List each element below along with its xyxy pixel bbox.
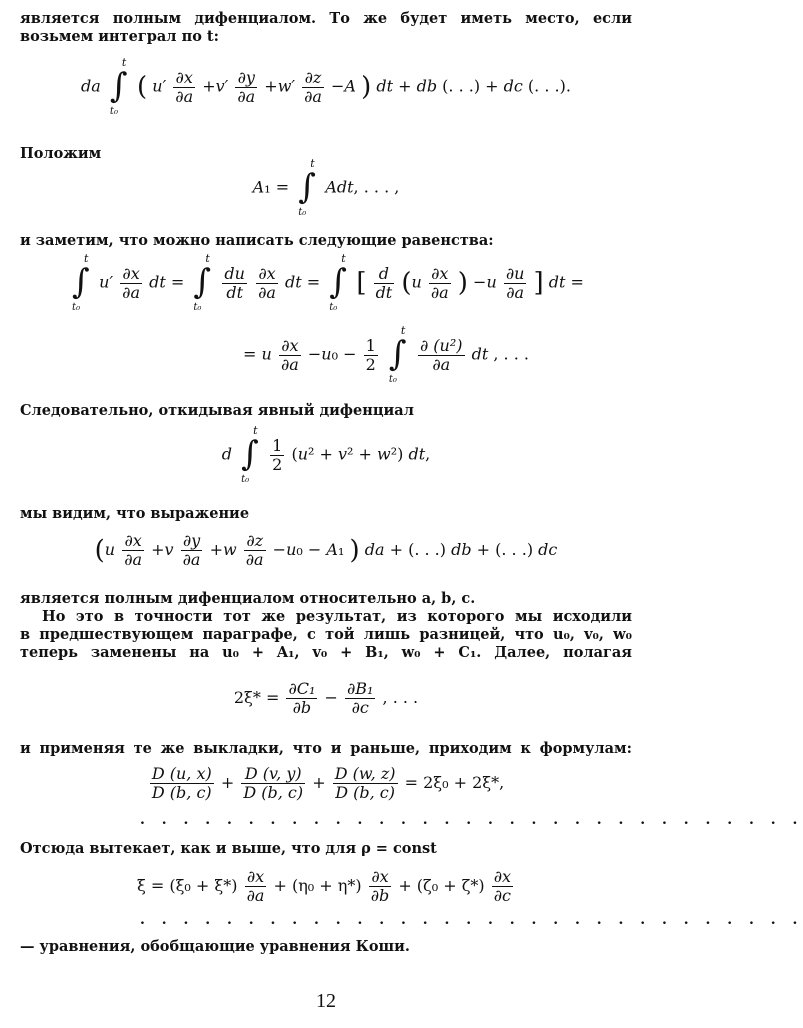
text-line-12: Отсюда вытекает, как и выше, что для ρ = const <box>20 840 437 857</box>
text-line-3: Положим <box>20 145 102 162</box>
text-line-5: Следовательно, откидывая явный дифенциал <box>20 402 414 419</box>
text-line-10: теперь заменены на u₀ + A₁, v₀ + B₁, w₀ + C₁. Далее, полагая <box>20 644 632 661</box>
equation-5: d ∫ t t₀ $\frac{1}{2}$ (u² + v² + w²) dt, <box>221 424 431 485</box>
equation-4: = u $\frac{\partial x}{\partial a}$ −u₀ − $\frac{1}{2}$ ∫ t t₀ $\frac{\text{∂ (u²)}}{\partial a}$ dt , . . . <box>243 324 529 385</box>
equation-8: $\frac{D (u, x)}{D (b, c)}$ + $\frac{D (v, y)}{D (b, c)}$ + $\frac{D (w, z)}{D (b, c)}$ = 2ξ₀ + 2ξ*, <box>151 764 505 802</box>
equation-1: da ∫ t t₀ ( u′ $\frac{\partial x}{\partial a}$ +v′ $\frac{\partial y}{\partial a}$ +w′ $\frac{\partial z}{\partial a}$ −A ) dt + db (. . .) + dc (. . .). <box>81 56 571 117</box>
equation-3: ∫ t t₀ u′ $\frac{\partial x}{\partial a}$ dt = ∫ t t₀ $\frac{du}{dt}$ $\frac{\partial x}{\partial a}$ dt = ∫ t t₀ [ $\frac{d}{dt}$ (u $\frac{\partial x}{\partial a}$ ) −u $\frac{\partial u}{\partial a}$ ] dt = <box>72 252 584 313</box>
text-line-4: и заметим, что можно написать следующие равенства: <box>20 232 494 249</box>
text-line-6: мы видим, что выражение <box>20 505 250 522</box>
ellipsis-row-2: . . . . . . . . . . . . . . . . . . . . . . . . . . . . . . . <box>140 912 803 928</box>
text-line-13: — уравнения, обобщающие уравнения Коши. <box>20 938 410 955</box>
text-line-1: является полным дифенциалом. То же будет иметь место, если <box>20 10 632 27</box>
equation-2: A₁ = ∫ t t₀ Adt, . . . , <box>252 157 400 218</box>
text-line-9: в предшествующем параграфе, с той лишь разницей, что u₀, v₀, w₀ <box>20 626 632 643</box>
page-number: 12 <box>316 990 336 1012</box>
equation-9: ξ = (ξ₀ + ξ*) $\frac{\partial x}{\partial a}$ + (η₀ + η*) $\frac{\partial x}{\partial b}$ + (ζ₀ + ζ*) $\frac{\partial x}{\partial c}$ <box>136 867 512 905</box>
ellipsis-row-1: . . . . . . . . . . . . . . . . . . . . . . . . . . . . . . . <box>140 812 803 828</box>
text-line-7: является полным дифенциалом относительно a, b, c. <box>20 590 476 607</box>
equation-7: 2ξ* = $\frac{\text{∂C₁}}{\partial b}$ − $\frac{\text{∂B₁}}{\partial c}$ , . . . <box>233 679 419 717</box>
equation-6: (u $\frac{\partial x}{\partial a}$ +v $\frac{\partial y}{\partial a}$ +w $\frac{\partial z}{\partial a}$ −u₀ − A₁ ) da + (. . .) db + (. . .) dc <box>94 531 558 569</box>
text-line-2: возьмем интеграл по t: <box>20 28 219 45</box>
text-line-11: и применяя те же выкладки, что и раньше, приходим к формулам: <box>20 740 632 757</box>
text-line-8: Но это в точности тот же результат, из которого мы исходили <box>42 608 632 625</box>
